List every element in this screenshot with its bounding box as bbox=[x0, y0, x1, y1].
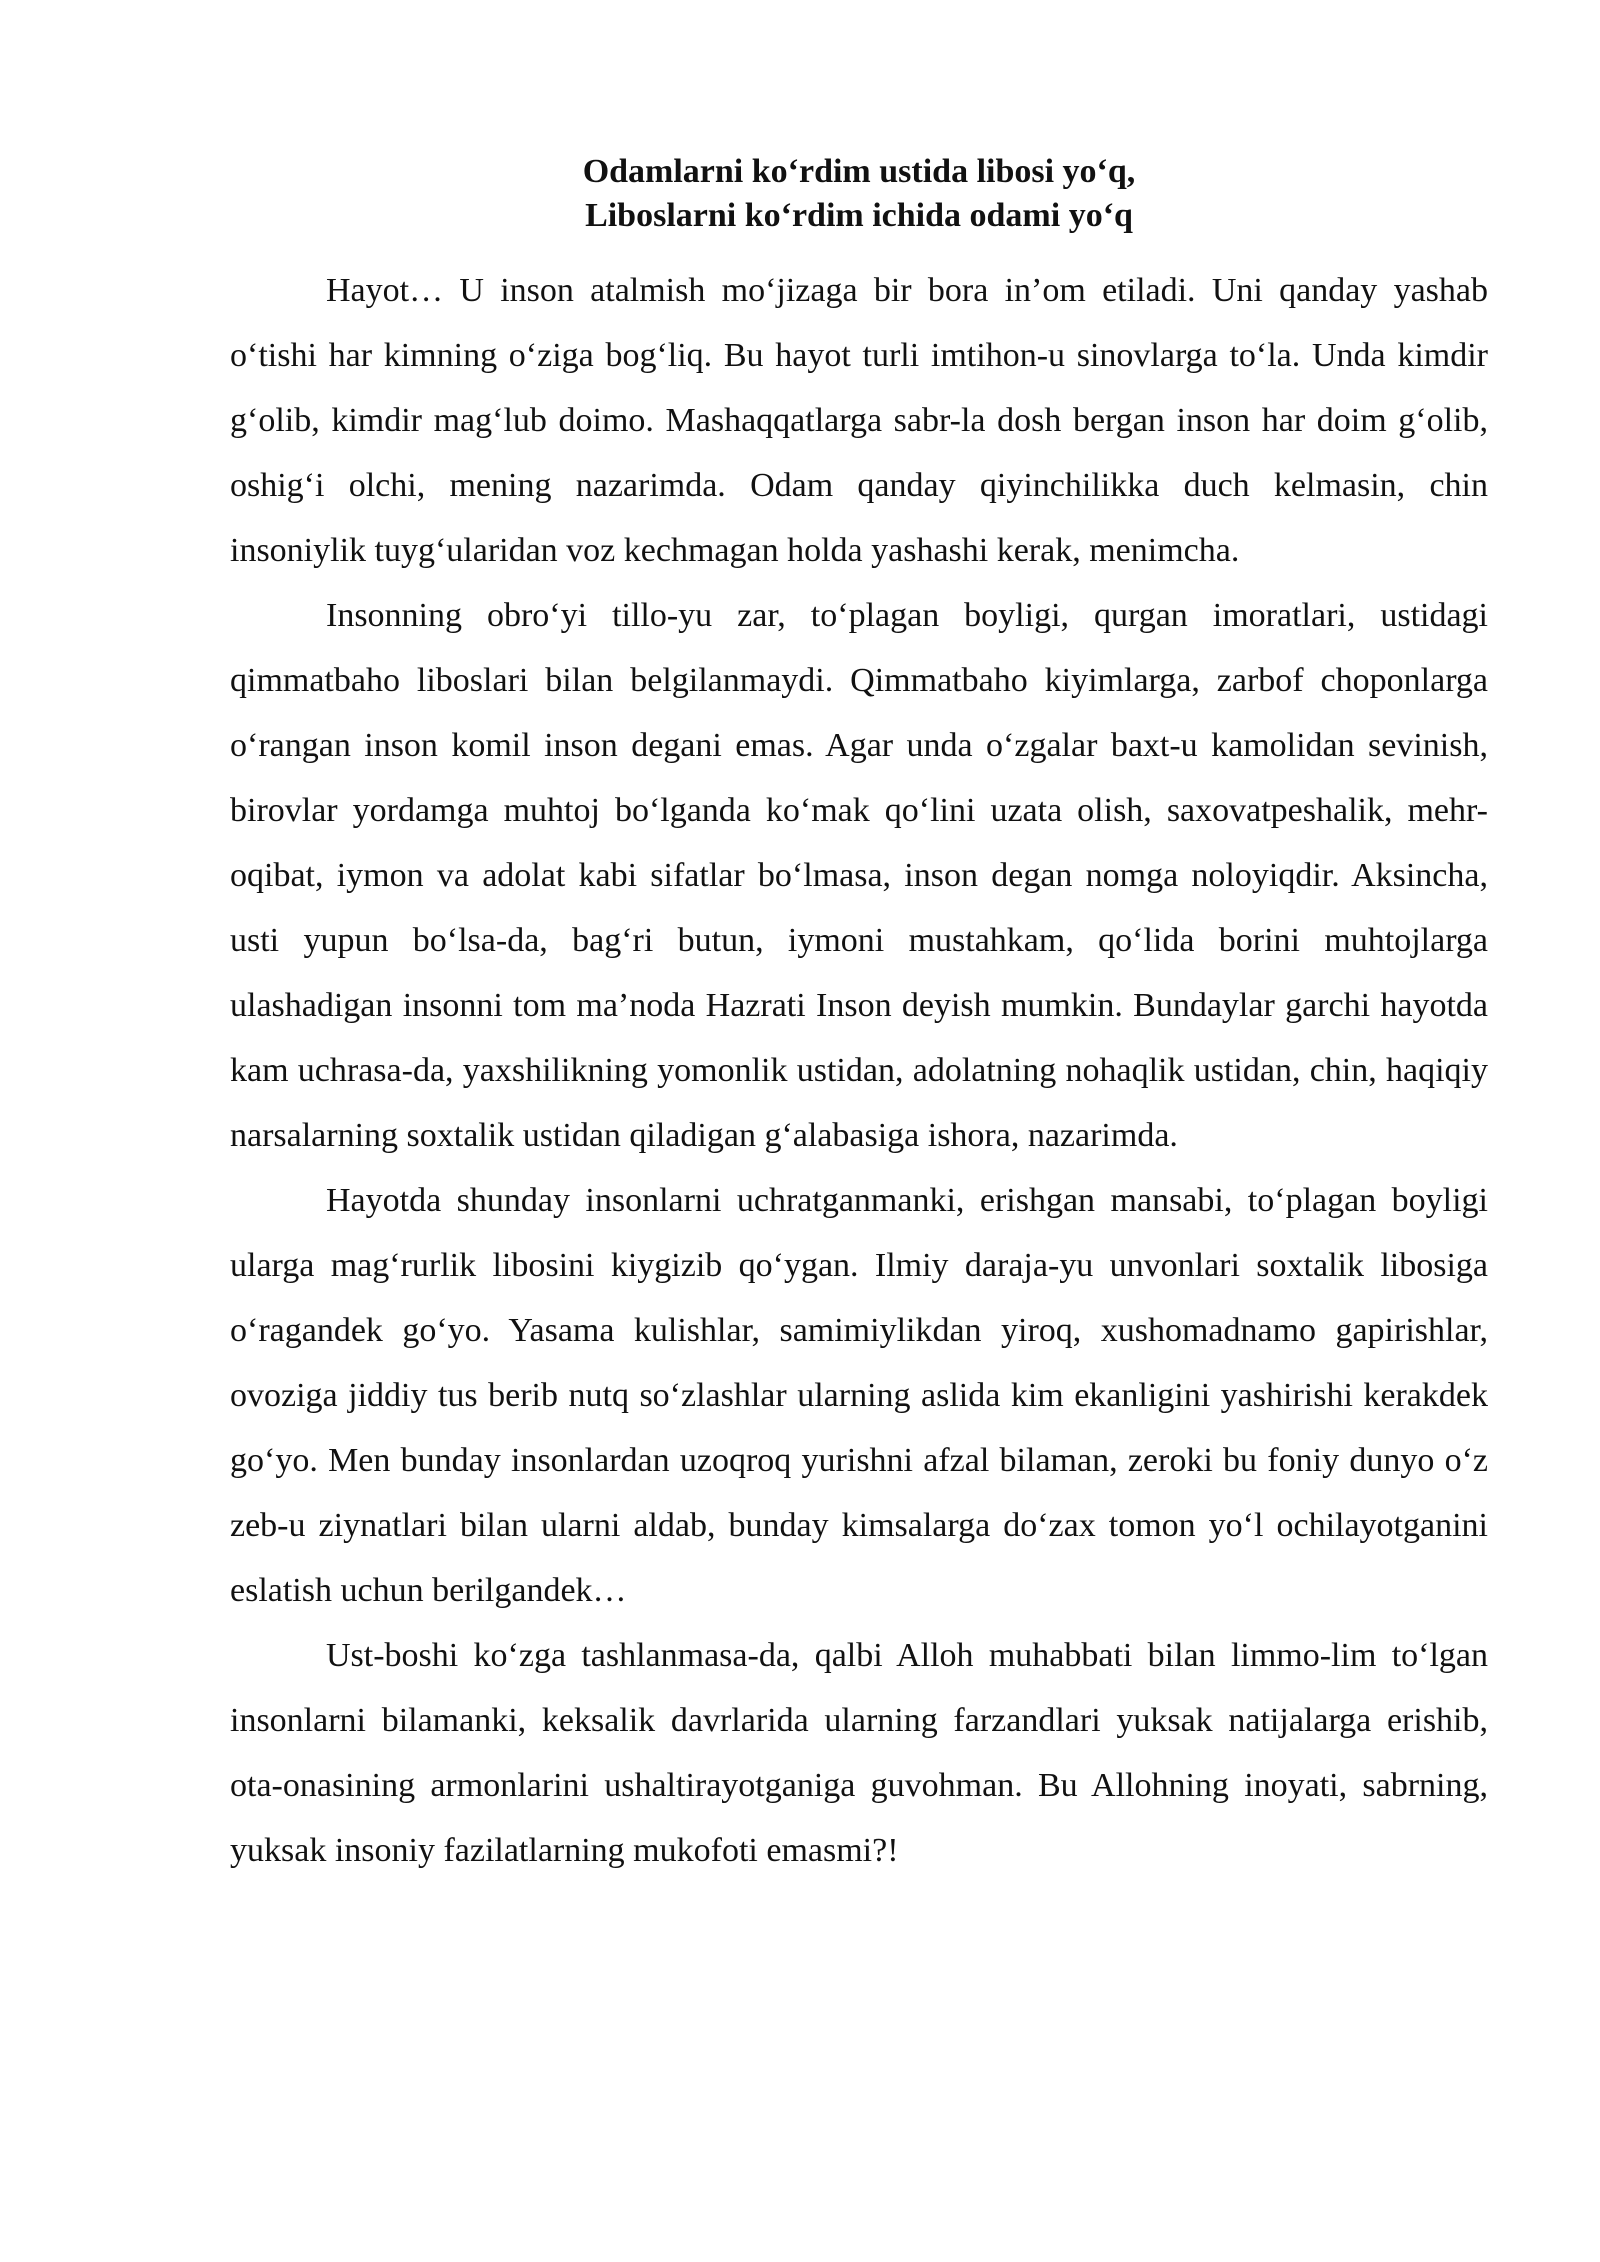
paragraph-1: Hayot… U inson atalmish mo‘jizaga bir bora in’om etiladi. Uni qanday yashab o‘tishi har kimning o‘ziga bog‘liq. Bu hayot turli imtihon-u sinovlarga to‘la. Unda kimdir g‘olib, kimdir mag‘lub doimo. Mashaqqatlarga sabr-la dosh bergan inson har doim g‘olib, oshig‘i olchi, mening nazarimda. Odam qanday qiyinchilikka duch kelmasin, chin insoniylik tuyg‘ularidan voz kechmagan holda yashashi kerak, menimcha. bbox=[230, 272, 1488, 569]
title-line-2: Liboslarni ko‘rdim ichida odami yo‘q bbox=[585, 197, 1133, 234]
paragraph-3: Hayotda shunday insonlarni uchratganmanki, erishgan mansabi, to‘plagan boyligi ularga mag‘rurlik libosini kiygizib qo‘ygan. Ilmiy daraja-yu unvonlari soxtalik libosiga o‘ragandek go‘yo. Yasama kulishlar, samimiylikdan yiroq, xushomadnamo gapirishlar, ovoziga jiddiy tus berib nutq so‘zlashlar ularning aslida kim ekanligini yashirishi kerakdek go‘yo. Men bunday insonlardan uzoqroq yurishni afzal bilaman, zeroki bu foniy dunyo o‘z zeb-u ziynatlari bilan ularni aldab, bunday kimsalarga do‘zax tomon yo‘l ochilayotganini eslatish uchun berilgandek… bbox=[230, 1182, 1488, 1609]
title-line-1: Odamlarni ko‘rdim ustida libosi yo‘q, bbox=[582, 153, 1136, 190]
document-body bbox=[230, 258, 1488, 1883]
paragraph-2: Insonning obro‘yi tillo-yu zar, to‘plagan boyligi, qurgan imoratlari, ustidagi qimmatbaho liboslari bilan belgilanmaydi. Qimmatbaho kiyimlarga, zarbof choponlarga o‘rangan inson komil inson degani emas. Agar unda o‘zgalar baxt-u kamolidan sevinish, birovlar yordamga muhtoj bo‘lganda ko‘mak qo‘lini uzata olish, saxovatpeshalik, mehr-oqibat, iymon va adolat kabi sifatlar bo‘lmasa, inson degan nomga noloyiqdir. Aksincha, usti yupun bo‘lsa-da, bag‘ri butun, iymoni mustahkam, qo‘lida borini muhtojlarga ulashadigan insonni tom ma’noda Hazrati Inson deyish mumkin. Bundaylar garchi hayotda kam uchrasa-da, yaxshilikning yomonlik ustidan, adolatning nohaqlik ustidan, chin, haqiqiy narsalarning soxtalik ustidan qiladigan g‘alabasiga ishora, nazarimda. bbox=[230, 597, 1488, 1154]
paragraph-4: Ust-boshi ko‘zga tashlanmasa-da, qalbi Alloh muhabbati bilan limmo-lim to‘lgan insonlarni bilamanki, keksalik davrlarida ularning farzandlari yuksak natijalarga erishib, ota-onasining armonlarini ushaltirayotganiga guvohman. Bu Allohning inoyati, sabrning, yuksak insoniy fazilatlarning mukofoti emasmi?! bbox=[230, 1637, 1488, 1869]
document-page bbox=[230, 150, 1488, 1883]
document-title bbox=[230, 150, 1488, 238]
